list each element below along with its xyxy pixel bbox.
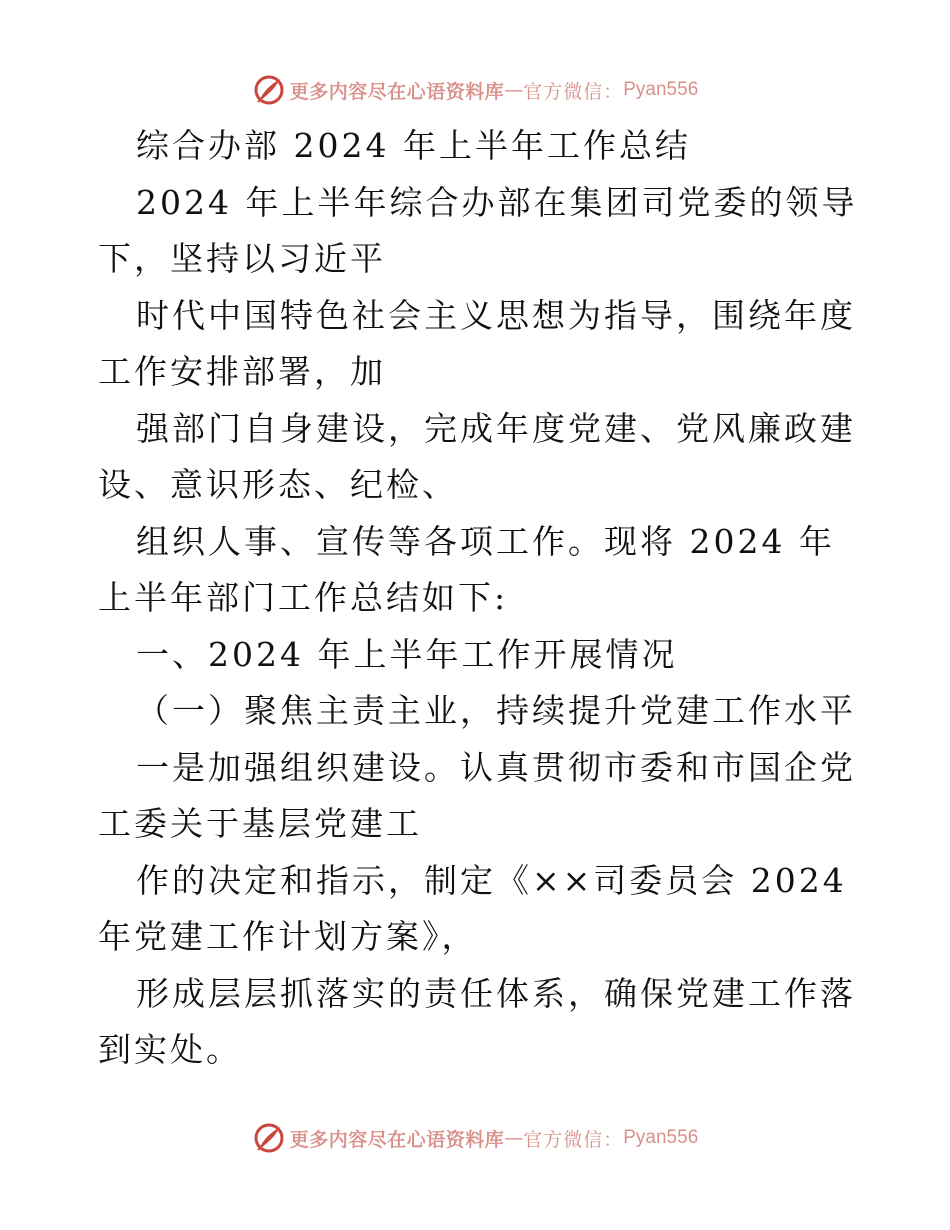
section-heading: 一、2024 年上半年工作开展情况 bbox=[136, 634, 678, 674]
paragraph: 时代中国特色社会主义思想为指导，围绕年度工作安排部署，加 bbox=[98, 295, 856, 391]
paragraph: 强部门自身建设，完成年度党建、党风廉政建设、意识形态、纪检、 bbox=[98, 408, 856, 504]
watermark-official-text: 官方微信： bbox=[523, 1128, 624, 1151]
watermark-id: Pyan556 bbox=[623, 1127, 699, 1148]
paragraph: 作的决定和指示，制定《××司委员会 2024 年党建工作计划方案》， bbox=[98, 860, 847, 956]
watermark-dash: — bbox=[504, 79, 524, 101]
paragraph: 形成层层抓落实的责任体系，确保党建工作落到实处。 bbox=[98, 973, 856, 1069]
paragraph: 一是加强组织建设。认真贯彻市委和市国企党工委关于基层党建工 bbox=[98, 747, 856, 843]
document-body bbox=[98, 118, 858, 1079]
footer-watermark bbox=[0, 1118, 950, 1158]
quill-logo-icon bbox=[252, 1121, 286, 1155]
header-watermark bbox=[0, 70, 950, 110]
watermark-id: Pyan556 bbox=[623, 79, 699, 100]
quill-logo-icon bbox=[252, 73, 286, 107]
watermark-official-text: 官方微信： bbox=[523, 80, 624, 103]
watermark-main-text: 更多内容尽在心语资料库 bbox=[289, 80, 505, 103]
subsection-heading: （一）聚焦主责主业，持续提升党建工作水平 bbox=[136, 691, 856, 730]
watermark-dash: — bbox=[504, 1127, 524, 1149]
document-title: 综合办部 2024 年上半年工作总结 bbox=[136, 126, 691, 165]
paragraph: 2024 年上半年综合办部在集团司党委的领导下，坚持以习近平 bbox=[98, 182, 858, 278]
watermark-main-text: 更多内容尽在心语资料库 bbox=[289, 1128, 505, 1151]
paragraph: 组织人事、宣传等各项工作。现将 2024 年上半年部门工作总结如下: bbox=[98, 521, 835, 617]
